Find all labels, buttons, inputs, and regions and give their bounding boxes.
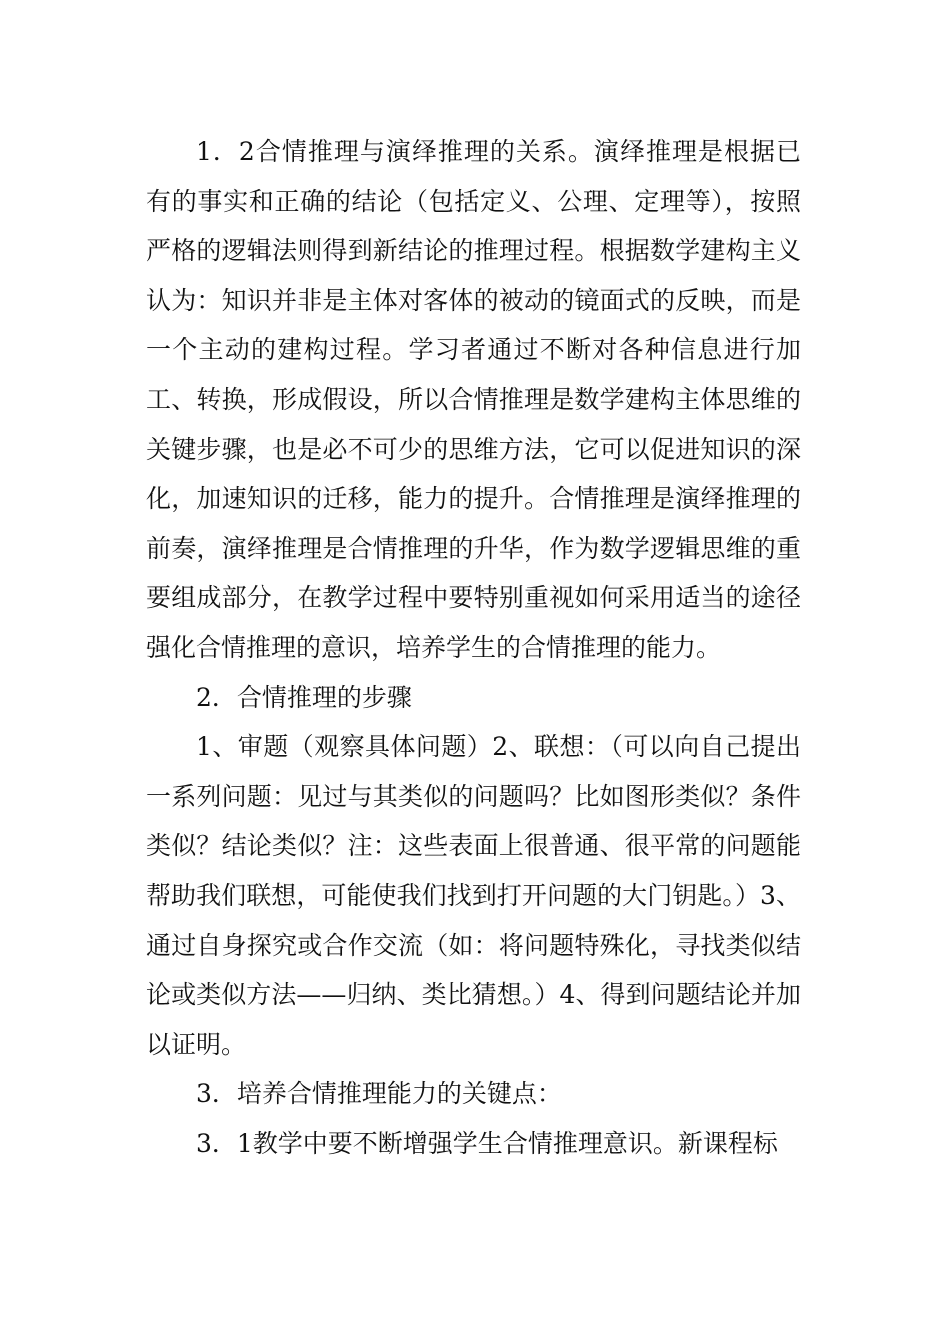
paragraph-3-1: 3．1教学中要不断增强学生合情推理意识。新课程标 <box>196 1128 778 1158</box>
paragraph-section-3-heading: 3．培养合情推理能力的关键点： <box>196 1079 562 1109</box>
paragraph-section-2-heading: 2．合情推理的步骤 <box>196 682 412 712</box>
paragraph-relationship: 1．2合情推理与演绎推理的关系。演绎推理是根据已有的事实和正确的结论（包括定义、公理、定理等），按照严格的逻辑法则得到新结论的推理过程。根据数学建构主义认为：知识并非是主体对客体的被动的镜面式的反映，而是一个主动的建构过程。学习者通过不断对各种信息进行加工、转换，形成假设，所以合情推理是数学建构主体思维的关键步骤，也是必不可少的思维方法，它可以促进知识的深化，加速知识的迁移，能力的提升。合情推理是演绎推理的前奏，演绎推理是合情推理的升华，作为数学逻辑思维的重要组成部分，在教学过程中要特别重视如何采用适当的途径强化合情推理的意识，培养学生的合情推理的能力。 <box>146 137 801 662</box>
paragraph-steps: 1、审题（观察具体问题）2、联想：（可以向自己提出一系列问题：见过与其类似的问题吗？比如图形类似？条件类似？结论类似？注：这些表面上很普通、很平常的问题能帮助我们联想，可能使我们找到打开问题的大门钥匙。）3、通过自身探究或合作交流（如：将问题特殊化，寻找类似结论或类似方法——归纳、类比猜想。）4、得到问题结论并加以证明。 <box>146 732 801 1059</box>
document-body <box>146 127 801 1168</box>
